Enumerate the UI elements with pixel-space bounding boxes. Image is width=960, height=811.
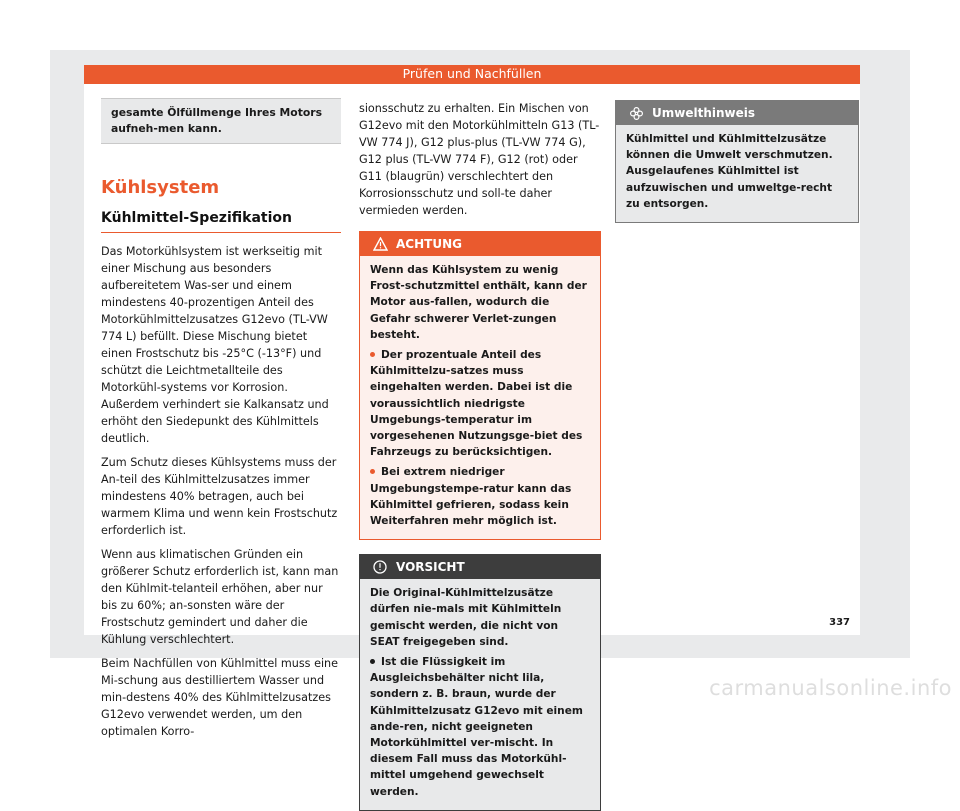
environment-header (616, 101, 858, 125)
environment-label: Umwelthinweis (652, 105, 756, 120)
paragraph-3: Wenn aus klimatischen Gründen ein größerer Schutz erforderlich ist, kann man den Kühlmit-telanteil erhöhen, aber nur bis zu 60%; an-sonsten wäre der Frostschutz gemindert und daher die Kühlung verschlechtert. (101, 548, 339, 646)
warning-bullet: Der prozentuale Anteil des Kühlmittelzu-satzes muss eingehalten werden. Dabei ist die voraussichtlich niedrigste Umgebungs-temperatur im vorgesehenen Nutzungsge-biet des Fahrzeugs zu berücksichtigen. (370, 349, 583, 459)
paragraph-4: Beim Nachfüllen von Kühlmittel muss eine Mi-schung aus destilliertem Wasser und min-destens 40% des Kühlmittelzusatzes G12evo verwendet werden, um den optimalen Korro- (101, 657, 339, 738)
bullet-dot (370, 469, 375, 474)
page-header-title: Prüfen und Nachfüllen (402, 66, 542, 81)
environment-text: Kühlmittel und Kühlmittelzusätze können die Umwelt verschmutzen. Ausgelaufenes Kühlmittel ist aufzuwischen und umweltge-recht zu entsorgen. (626, 133, 833, 210)
middle-column (359, 100, 601, 811)
watermark: carmanualsonline.info (709, 676, 952, 700)
environment-body (616, 125, 858, 222)
warning-body (360, 256, 600, 539)
page-header (84, 65, 860, 84)
info-circle-icon (372, 559, 388, 575)
warning-box (359, 231, 601, 540)
bullet-dot (370, 352, 375, 357)
left-column (101, 98, 341, 747)
continuation-paragraph: sionsschutz zu erhalten. Ein Mischen von G12evo mit den Motorkühlmitteln G13 (TL-VW 774 J), G12 plus-plus (TL-VW 774 G), G12 plus (TL-VW 774 F), G12 (rot) oder G11 (blaugrün) verschlechtert den Korrosionsschutz und soll-te daher vermieden werden. (359, 102, 600, 217)
warning-label: ACHTUNG (396, 236, 462, 251)
warning-bullet: Bei extrem niedriger Umgebungstempe-ratur kann das Kühlmittel gefrieren, sodass kein Weiterfahren mehr möglich ist. (370, 466, 572, 528)
caution-intro: Die Original-Kühlmittelzusätze dürfen nie-mals mit Kühlmitteln gemischt werden, die nicht von SEAT freigegeben sind. (370, 587, 562, 648)
page-number: 337 (829, 617, 850, 628)
top-note: gesamte Ölfüllmenge Ihres Motors aufneh-men kann. (101, 98, 341, 144)
caution-header (360, 555, 600, 579)
caution-box (359, 554, 601, 811)
subsection-title: Kühlmittel-Spezifikation (101, 210, 292, 226)
environment-box (615, 100, 859, 223)
warning-triangle-icon (372, 236, 388, 252)
caution-label: VORSICHT (396, 559, 465, 574)
section-title: Kühlsystem (101, 177, 220, 198)
environment-flower-icon (628, 105, 644, 121)
paragraph-2: Zum Schutz dieses Kühlsystems muss der An-teil des Kühlmittelzusatzes immer mindestens 40% betragen, auch bei warmem Klima und wenn kein Frostschutz erforderlich ist. (101, 456, 338, 537)
warning-header (360, 232, 600, 256)
warning-intro: Wenn das Kühlsystem zu wenig Frost-schutzmittel enthält, kann der Motor aus-fallen, wodurch die Gefahr schwerer Verlet-zungen besteht. (370, 264, 587, 341)
paragraph-1: Das Motorkühlsystem ist werkseitig mit einer Mischung aus besonders aufbereitetem Was-ser und einem mindestens 40-prozentigen Anteil des Motorkühlmittelzusatzes G12evo (TL-VW 774 L) befüllt. Diese Mischung bietet einen Frostschutz bis -25°C (-13°F) und schützt die Leichtmetallteile des Motorkühl-systems vor Korrosion. Außerdem verhindert sie Kalkansatz und erhöht den Siedepunkt des Kühlmittels deutlich. (101, 245, 329, 445)
bullet-dot (370, 659, 375, 664)
caution-body (360, 579, 600, 810)
right-column (615, 100, 859, 223)
caution-bullet: Ist die Flüssigkeit im Ausgleichsbehälter nicht lila, sondern z. B. braun, wurde der Kühlmittelzusatz G12evo mit einem ande-ren, nicht geeigneten Motorkühlmittel ver-mischt. In diesem Fall muss das Motorkühl-mittel umgehend gewechselt werden. (370, 656, 583, 798)
